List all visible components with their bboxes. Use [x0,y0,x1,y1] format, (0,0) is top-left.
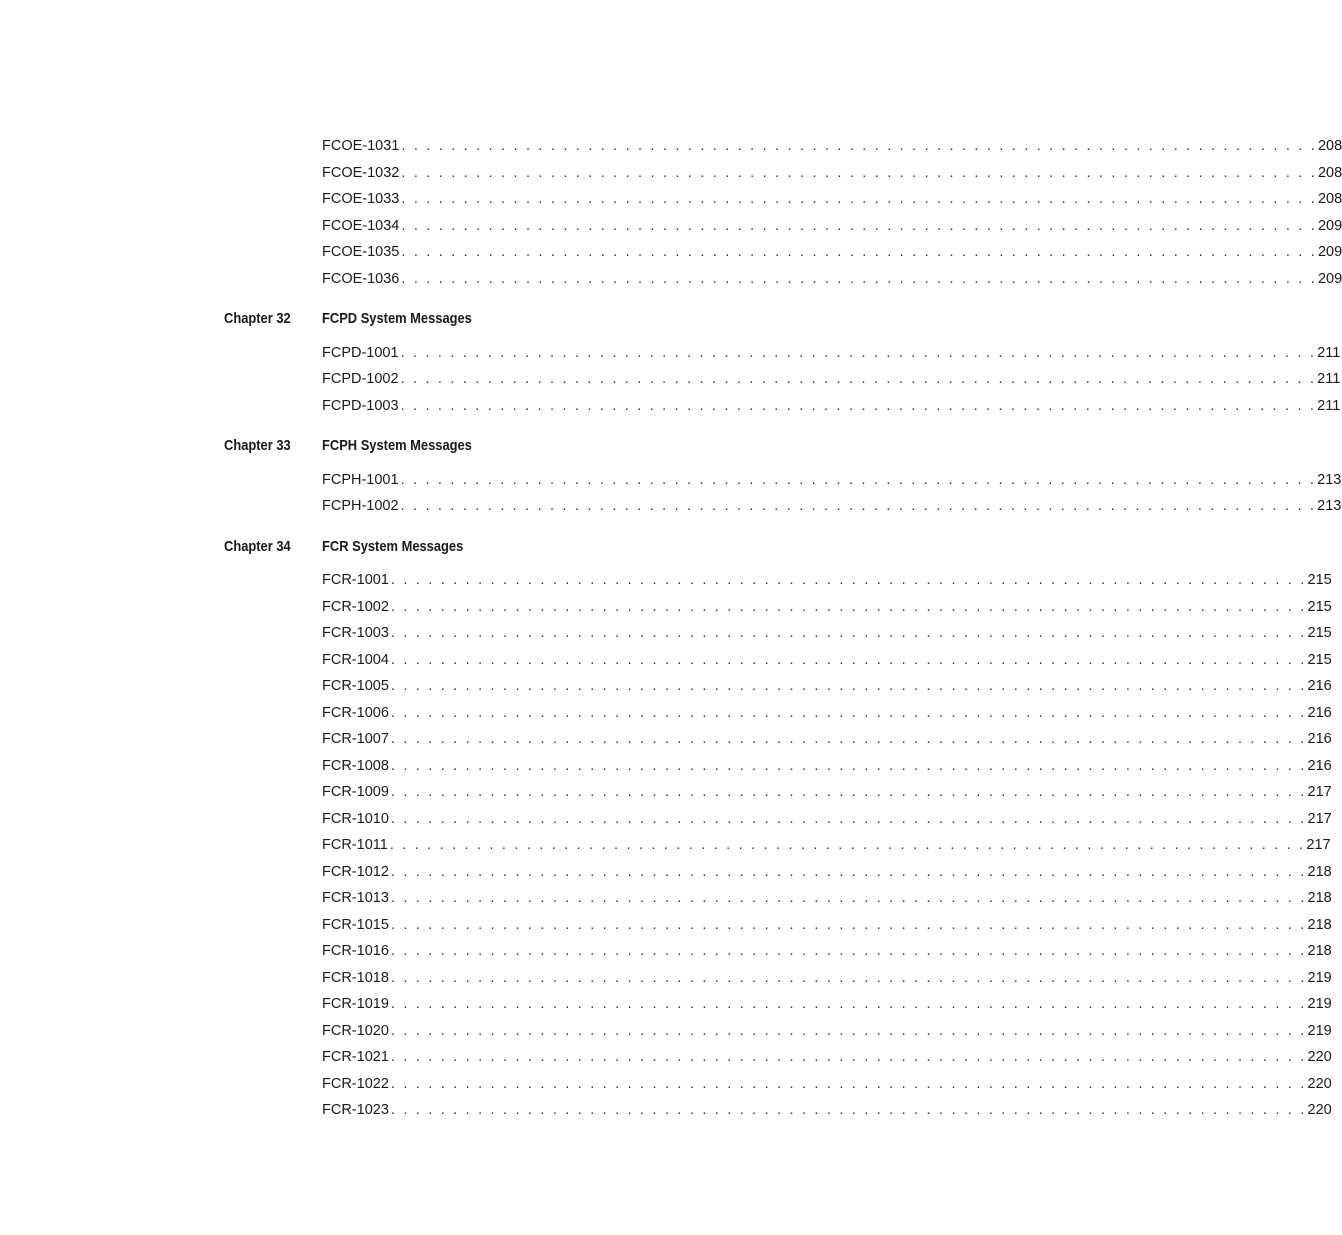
toc-entry[interactable] [322,940,1332,960]
toc-entry-page-number: 217 [1306,837,1331,853]
toc-entry-page-number: 218 [1307,890,1332,906]
dot-leader: . . . . . . . . . . . . . . . . . . . . . . . . . . . . . . . . . . . . . . . . . . . . . . . . . . . . . . . . . . . . . . . . . . . . . . . . . . [390,572,1307,588]
toc-entry-label: FCPD-1003 [322,397,399,414]
dot-leader: . . . . . . . . . . . . . . . . . . . . . . . . . . . . . . . . . . . . . . . . . . . . . . . . . . . . . . . . . . . . . . . . . . . . . . . . . . [400,397,1317,414]
toc-entry-label: FCR-1018 [322,969,389,986]
toc-entry-label: FCR-1023 [322,1102,389,1118]
toc-entry-label: FCR-1007 [322,731,389,747]
toc-entry-label: FCOE-1036 [322,270,400,287]
dot-leader: . . . . . . . . . . . . . . . . . . . . . . . . . . . . . . . . . . . . . . . . . . . . . . . . . . . . . . . . . . . . . . . . . . . . . . . . . . [401,270,1317,287]
toc-entry-page-number: 216 [1307,731,1332,747]
toc-entry-label: FCR-1004 [322,651,389,668]
toc-entry[interactable] [322,887,1332,907]
toc-entry-label: FCPD-1002 [322,371,399,387]
dot-leader: . . . . . . . . . . . . . . . . . . . . . . . . . . . . . . . . . . . . . . . . . . . . . . . . . . . . . . . . . . . . . . . . . . . . . . . . . . [390,810,1307,827]
dot-leader: . . . . . . . . . . . . . . . . . . . . . . . . . . . . . . . . . . . . . . . . . . . . . . . . . . . . . . . . . . . . . . . . . . . . . . . . . . [390,943,1307,959]
chapter-title[interactable]: FCPD System Messages [322,310,472,327]
toc-entry-page-number: 211 [1317,344,1341,361]
toc-entry[interactable] [322,993,1332,1013]
dot-leader: . . . . . . . . . . . . . . . . . . . . . . . . . . . . . . . . . . . . . . . . . . . . . . . . . . . . . . . . . . . . . . . . . . . . . . . . . . [390,916,1307,933]
toc-entry[interactable] [322,368,1341,388]
toc-entry-page-number: 209 [1317,217,1342,234]
toc-entry-label: FCR-1012 [322,863,389,880]
toc-entry[interactable] [322,241,1342,261]
toc-entry-page-number: 219 [1307,1022,1332,1039]
dot-leader: . . . . . . . . . . . . . . . . . . . . . . . . . . . . . . . . . . . . . . . . . . . . . . . . . . . . . . . . . . . . . . . . . . . . . . . . . . [389,837,1306,853]
toc-entry-page-number: 208 [1317,164,1342,181]
dot-leader: . . . . . . . . . . . . . . . . . . . . . . . . . . . . . . . . . . . . . . . . . . . . . . . . . . . . . . . . . . . . . . . . . . . . . . . . . . [390,1075,1307,1092]
dot-leader: . . . . . . . . . . . . . . . . . . . . . . . . . . . . . . . . . . . . . . . . . . . . . . . . . . . . . . . . . . . . . . . . . . . . . . . . . . [400,498,1317,514]
dot-leader: . . . . . . . . . . . . . . . . . . . . . . . . . . . . . . . . . . . . . . . . . . . . . . . . . . . . . . . . . . . . . . . . . . . . . . . . . . [400,344,1317,361]
dot-leader: . . . . . . . . . . . . . . . . . . . . . . . . . . . . . . . . . . . . . . . . . . . . . . . . . . . . . . . . . . . . . . . . . . . . . . . . . . [390,890,1307,906]
dot-leader: . . . . . . . . . . . . . . . . . . . . . . . . . . . . . . . . . . . . . . . . . . . . . . . . . . . . . . . . . . . . . . . . . . . . . . . . . . [400,371,1317,387]
dot-leader: . . . . . . . . . . . . . . . . . . . . . . . . . . . . . . . . . . . . . . . . . . . . . . . . . . . . . . . . . . . . . . . . . . . . . . . . . . [390,1049,1307,1065]
toc-entry[interactable] [322,268,1342,288]
dot-leader: . . . . . . . . . . . . . . . . . . . . . . . . . . . . . . . . . . . . . . . . . . . . . . . . . . . . . . . . . . . . . . . . . . . . . . . . . . [390,625,1307,641]
toc-entry-label: FCOE-1035 [322,244,400,260]
toc-entry-label: FCOE-1033 [322,191,400,207]
toc-entry[interactable] [322,675,1332,695]
dot-leader: . . . . . . . . . . . . . . . . . . . . . . . . . . . . . . . . . . . . . . . . . . . . . . . . . . . . . . . . . . . . . . . . . . . . . . . . . . [390,704,1307,721]
toc-entry-page-number: 215 [1307,625,1332,641]
toc-entry[interactable] [322,135,1342,155]
dot-leader: . . . . . . . . . . . . . . . . . . . . . . . . . . . . . . . . . . . . . . . . . . . . . . . . . . . . . . . . . . . . . . . . . . . . . . . . . . [401,217,1317,234]
toc-entry-page-number: 215 [1307,598,1332,615]
toc-entry-label: FCR-1015 [322,916,389,933]
toc-entry-page-number: 208 [1317,138,1342,154]
dot-leader: . . . . . . . . . . . . . . . . . . . . . . . . . . . . . . . . . . . . . . . . . . . . . . . . . . . . . . . . . . . . . . . . . . . . . . . . . . [401,244,1317,260]
toc-entry-label: FCR-1002 [322,598,389,615]
toc-entry[interactable] [322,162,1342,182]
dot-leader: . . . . . . . . . . . . . . . . . . . . . . . . . . . . . . . . . . . . . . . . . . . . . . . . . . . . . . . . . . . . . . . . . . . . . . . . . . [401,164,1317,181]
toc-entry-page-number: 213 [1317,498,1342,514]
toc-entry-page-number: 216 [1307,757,1332,774]
toc-entry-label: FCR-1013 [322,890,389,906]
toc-entry[interactable] [322,569,1332,589]
toc-entry-page-number: 209 [1317,244,1342,260]
toc-entry-page-number: 218 [1307,863,1332,880]
dot-leader: . . . . . . . . . . . . . . . . . . . . . . . . . . . . . . . . . . . . . . . . . . . . . . . . . . . . . . . . . . . . . . . . . . . . . . . . . . [390,863,1307,880]
dot-leader: . . . . . . . . . . . . . . . . . . . . . . . . . . . . . . . . . . . . . . . . . . . . . . . . . . . . . . . . . . . . . . . . . . . . . . . . . . [390,784,1307,800]
dot-leader: . . . . . . . . . . . . . . . . . . . . . . . . . . . . . . . . . . . . . . . . . . . . . . . . . . . . . . . . . . . . . . . . . . . . . . . . . . [390,757,1307,774]
toc-entry-label: FCR-1010 [322,810,389,827]
toc-entry-label: FCR-1006 [322,704,389,721]
toc-entry-label: FCPH-1002 [322,498,399,514]
dot-leader: . . . . . . . . . . . . . . . . . . . . . . . . . . . . . . . . . . . . . . . . . . . . . . . . . . . . . . . . . . . . . . . . . . . . . . . . . . [390,1102,1307,1118]
toc-entry[interactable] [322,1099,1332,1119]
toc-entry-label: FCOE-1034 [322,217,400,234]
toc-entry-page-number: 211 [1317,397,1341,414]
toc-entry-page-number: 218 [1307,943,1332,959]
toc-entry-label: FCR-1021 [322,1049,389,1065]
toc-entry-label: FCR-1005 [322,678,389,694]
toc-entry-page-number: 218 [1307,916,1332,933]
toc-entry-label: FCR-1020 [322,1022,389,1039]
chapter-number: Chapter 32 [224,310,291,327]
toc-entry[interactable] [322,649,1332,669]
toc-entry[interactable] [322,1046,1332,1066]
toc-entry[interactable] [322,808,1332,828]
toc-entry[interactable] [322,1073,1332,1093]
toc-entry-label: FCOE-1032 [322,164,400,181]
toc-entry[interactable] [322,596,1332,616]
toc-entry-page-number: 220 [1307,1075,1332,1092]
toc-entry-label: FCPH-1001 [322,471,399,488]
toc-entry[interactable] [322,834,1331,854]
chapter-number: Chapter 33 [224,437,291,454]
toc-entry-page-number: 216 [1307,678,1332,694]
toc-entry-page-number: 216 [1307,704,1332,721]
toc-entry[interactable] [322,395,1341,415]
toc-entry-label: FCR-1003 [322,625,389,641]
toc-entry-label: FCR-1011 [322,837,388,853]
toc-entry[interactable] [322,342,1341,362]
toc-entry[interactable] [322,188,1342,208]
dot-leader: . . . . . . . . . . . . . . . . . . . . . . . . . . . . . . . . . . . . . . . . . . . . . . . . . . . . . . . . . . . . . . . . . . . . . . . . . . [390,996,1307,1012]
toc-entry-label: FCR-1022 [322,1075,389,1092]
toc-entry-page-number: 215 [1307,572,1332,588]
toc-entry-label: FCR-1008 [322,757,389,774]
toc-entry-label: FCR-1009 [322,784,389,800]
toc-entry-page-number: 219 [1307,969,1332,986]
dot-leader: . . . . . . . . . . . . . . . . . . . . . . . . . . . . . . . . . . . . . . . . . . . . . . . . . . . . . . . . . . . . . . . . . . . . . . . . . . [390,651,1307,668]
toc-entry[interactable] [322,781,1332,801]
dot-leader: . . . . . . . . . . . . . . . . . . . . . . . . . . . . . . . . . . . . . . . . . . . . . . . . . . . . . . . . . . . . . . . . . . . . . . . . . . [390,731,1307,747]
chapter-title[interactable]: FCPH System Messages [322,437,472,454]
dot-leader: . . . . . . . . . . . . . . . . . . . . . . . . . . . . . . . . . . . . . . . . . . . . . . . . . . . . . . . . . . . . . . . . . . . . . . . . . . [390,969,1307,986]
toc-entry-page-number: 220 [1307,1102,1332,1118]
toc-entry[interactable] [322,967,1332,987]
dot-leader: . . . . . . . . . . . . . . . . . . . . . . . . . . . . . . . . . . . . . . . . . . . . . . . . . . . . . . . . . . . . . . . . . . . . . . . . . . [400,471,1317,488]
toc-entry[interactable] [322,861,1332,881]
toc-entry[interactable] [322,1020,1332,1040]
toc-entry-label: FCR-1019 [322,996,389,1012]
toc-entry[interactable] [322,914,1332,934]
toc-entry-page-number: 215 [1307,651,1332,668]
toc-entry[interactable] [322,215,1342,235]
toc-entry[interactable] [322,495,1342,515]
toc-entry-page-number: 217 [1307,784,1332,800]
toc-entry[interactable] [322,728,1332,748]
toc-entry-page-number: 211 [1317,371,1341,387]
toc-entry[interactable] [322,469,1342,489]
toc-entry[interactable] [322,622,1332,642]
dot-leader: . . . . . . . . . . . . . . . . . . . . . . . . . . . . . . . . . . . . . . . . . . . . . . . . . . . . . . . . . . . . . . . . . . . . . . . . . . [390,678,1307,694]
toc-entry[interactable] [322,755,1332,775]
dot-leader: . . . . . . . . . . . . . . . . . . . . . . . . . . . . . . . . . . . . . . . . . . . . . . . . . . . . . . . . . . . . . . . . . . . . . . . . . . [401,191,1317,207]
toc-entry-page-number: 219 [1307,996,1332,1012]
toc-entry-page-number: 217 [1307,810,1332,827]
toc-entry-page-number: 209 [1317,270,1342,287]
toc-entry-page-number: 208 [1317,191,1342,207]
dot-leader: . . . . . . . . . . . . . . . . . . . . . . . . . . . . . . . . . . . . . . . . . . . . . . . . . . . . . . . . . . . . . . . . . . . . . . . . . . [390,1022,1307,1039]
chapter-title[interactable]: FCR System Messages [322,537,464,555]
toc-entry-label: FCPD-1001 [322,344,399,361]
toc-entry-page-number: 220 [1307,1049,1332,1065]
chapter-number: Chapter 34 [224,537,291,555]
toc-entry[interactable] [322,702,1332,722]
toc-entry-page-number: 213 [1317,471,1342,488]
toc-entry-label: FCOE-1031 [322,138,400,154]
dot-leader: . . . . . . . . . . . . . . . . . . . . . . . . . . . . . . . . . . . . . . . . . . . . . . . . . . . . . . . . . . . . . . . . . . . . . . . . . . [390,598,1307,615]
dot-leader: . . . . . . . . . . . . . . . . . . . . . . . . . . . . . . . . . . . . . . . . . . . . . . . . . . . . . . . . . . . . . . . . . . . . . . . . . . [401,138,1317,154]
toc-entry-label: FCR-1016 [322,943,389,959]
toc-entry-label: FCR-1001 [322,572,389,588]
